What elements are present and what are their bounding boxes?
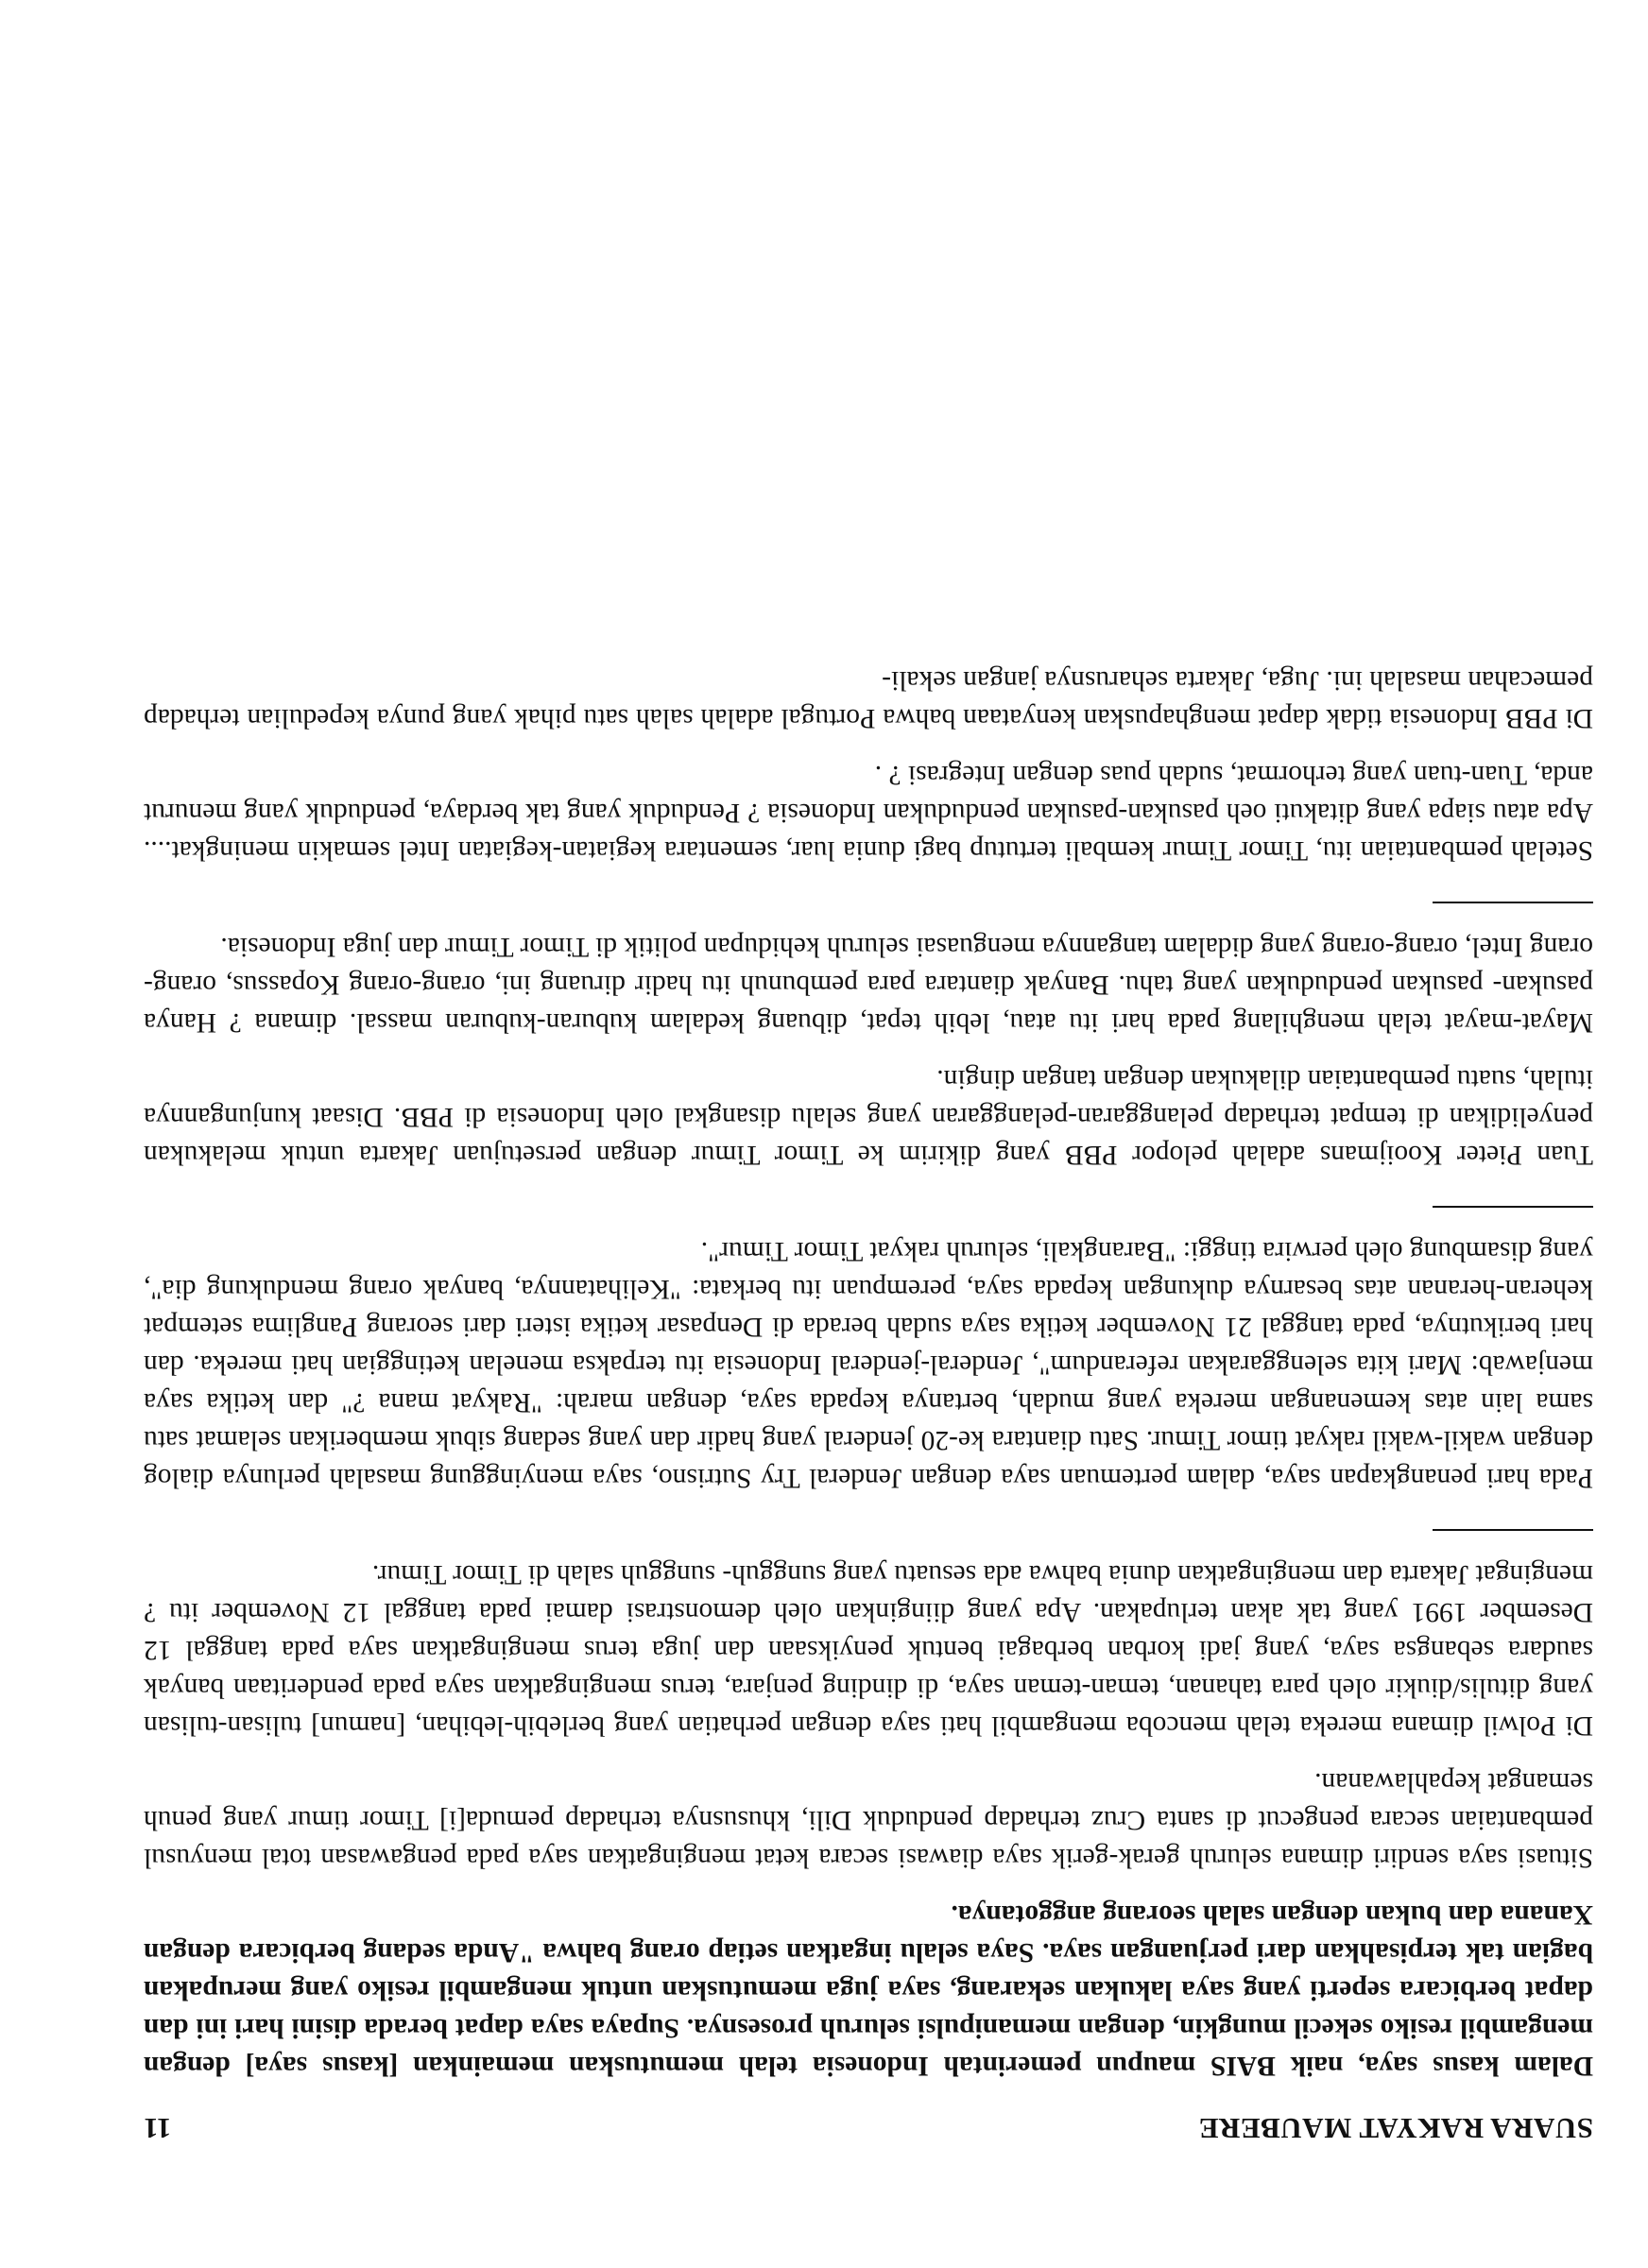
paragraph: Setelah pembantaian itu, Timor Timur kembali tertutup bagi dunia luar, sementara kegiatan-kegiatan Intel semakin meningkat.... Apa atau siapa yang ditakuti oeh pasukan-pasukan pendudukan Indonesia ? Penduduk yang tak berdaya, penduduk yang menurut anda, Tuan-tuan yang terhormat, sudah puas dengan Integrasi ? . xyxy=(144,760,1593,866)
section-divider xyxy=(1433,1206,1593,1208)
paragraph: Tuan Pieter Kooijmans adalah pelopor PBB yang dikirim ke Timor Timur dengan persetujuan Jakarta untuk melakukan penyelidikan di tempat terhadap pelanggaran-pelanggaran yang selalu disangkal oleh Indonesia di PBB. Disaat kunjungannya itulah, suatu pembantaian dilakukan dengan tangan dingin. xyxy=(144,1064,1593,1170)
section-divider xyxy=(1433,1529,1593,1531)
paragraph: Situasi saya sendiri dimana seluruh gerak-gerik saya diawasi secara ketat mengingatkan saya pada pengawasan total menyusul pembantaian secara pengecut di santa Cruz terhadap penduduk Dili, khususnya terhadap pemuda[i] Timor timur yang penuh semangat kepahlawanan. xyxy=(144,1767,1593,1873)
section-divider xyxy=(1433,902,1593,903)
paragraph: Pada hari penangkapan saya, dalam pertemuan saya dengan Jenderal Try Sutrisno, saya menyinggung masalah perlunya dialog dengan wakil-wakil rakyat timor Timur. Satu diantara ke-20 jenderal yang hadir dan yang sedang sibuk memberikan selamat satu sama lain atas kemenangan mereka yang mudah, bertanya kepada saya, dengan marah: "Rakyat mana ?" dan ketika saya menjawab: Mari kita selenggarakan referandum", Jenderal-jenderal Indonesia itu terpaksa menelan ketinggian hati mereka. dan hari berikutnya, pada tanggal 21 November ketika saya sudah berada di Denpasar ketika isteri dari seorang Panglima setempat keheran-heranan atas besarnya dukungan kepada saya, perempuan itu berkata: "Kelihatannya, banyak orang mendukung dia", yang disambung oleh perwira tinggi: "Barangkali, seluruh rakyat Timor Timur". xyxy=(144,1236,1593,1493)
paragraph: Mayat-mayat telah menghilang pada hari itu atau, lebih tepat, dibuang kedalam kuburan-kuburan massal. dimana ? Hanya pasukan- pasukan pendudukan yang tahu. Banyak diantara para pembunuh itu hadir diruang ini, orang-orang Kopassus, orang-orang Intel, orang-orang yang didalam tangannya menguasai seluruh kehidupan politik di Timor Timur dan juga Indonesia. xyxy=(144,932,1593,1038)
page-number: 11 xyxy=(144,2112,172,2145)
paragraph: Dalam kasus saya, naik BAIS maupun pemerintah Indonesia telah memutuskan memainkan [kasus saya] dengan mengambil resiko sekecil mungkin, dengan memanipulsi seluruh prosesnya. Supaya saya dapat berada disini hari ini dan dapat berbicara seperti yang saya lakukan sekarang, saya juga memutuskan untuk mengambil resiko yang merupakan bagian tak terpisahkan dari perjuangan saya. Saya selalu ingatkan setiap orang bahwa "Anda sedang berbicara dengan Xanana dan bukan dengan salah seorang anggotanya. xyxy=(144,1899,1593,2081)
text-column xyxy=(144,643,1593,2147)
paragraph: Di Polwil dimana mereka telah mencoba mengambil hati saya dengan perhatian yang berlebih-lebihan, [namun] tulisan-tulisan yang ditulis/diukir oleh para tahanan, teman-teman saya, di dinding penjara, terus mengingatkan saya pada penderitaan banyak saudara sebangsa saya, yang jadi korban berbagai bentuk penyiksaan dan juga terus mengingatkan saya pada tanggal 12 Desember 1991 yang tak akan terlupakan. Apa yang diinginkan oleh demonstrasi damai pada tanggal 12 November itu ? mengingat Jakarta dan mengingatkan dunia bahwa ada sesuatu yang sungguh- sungguh salah di Timor Timur. xyxy=(144,1559,1593,1741)
paragraph: Di PBB Indonesia tidak dapat menghapuskan kenyataan bahwa Portugal adalah salah satu pihak yang punya kepedulian terhadap pemecahan masalah ini. Juga, Jakarta seharusnya jangan sekali- xyxy=(144,665,1593,733)
running-header xyxy=(144,2109,1593,2147)
publication-title: SUARA RAKYAT MAUBERE xyxy=(1198,2112,1593,2145)
